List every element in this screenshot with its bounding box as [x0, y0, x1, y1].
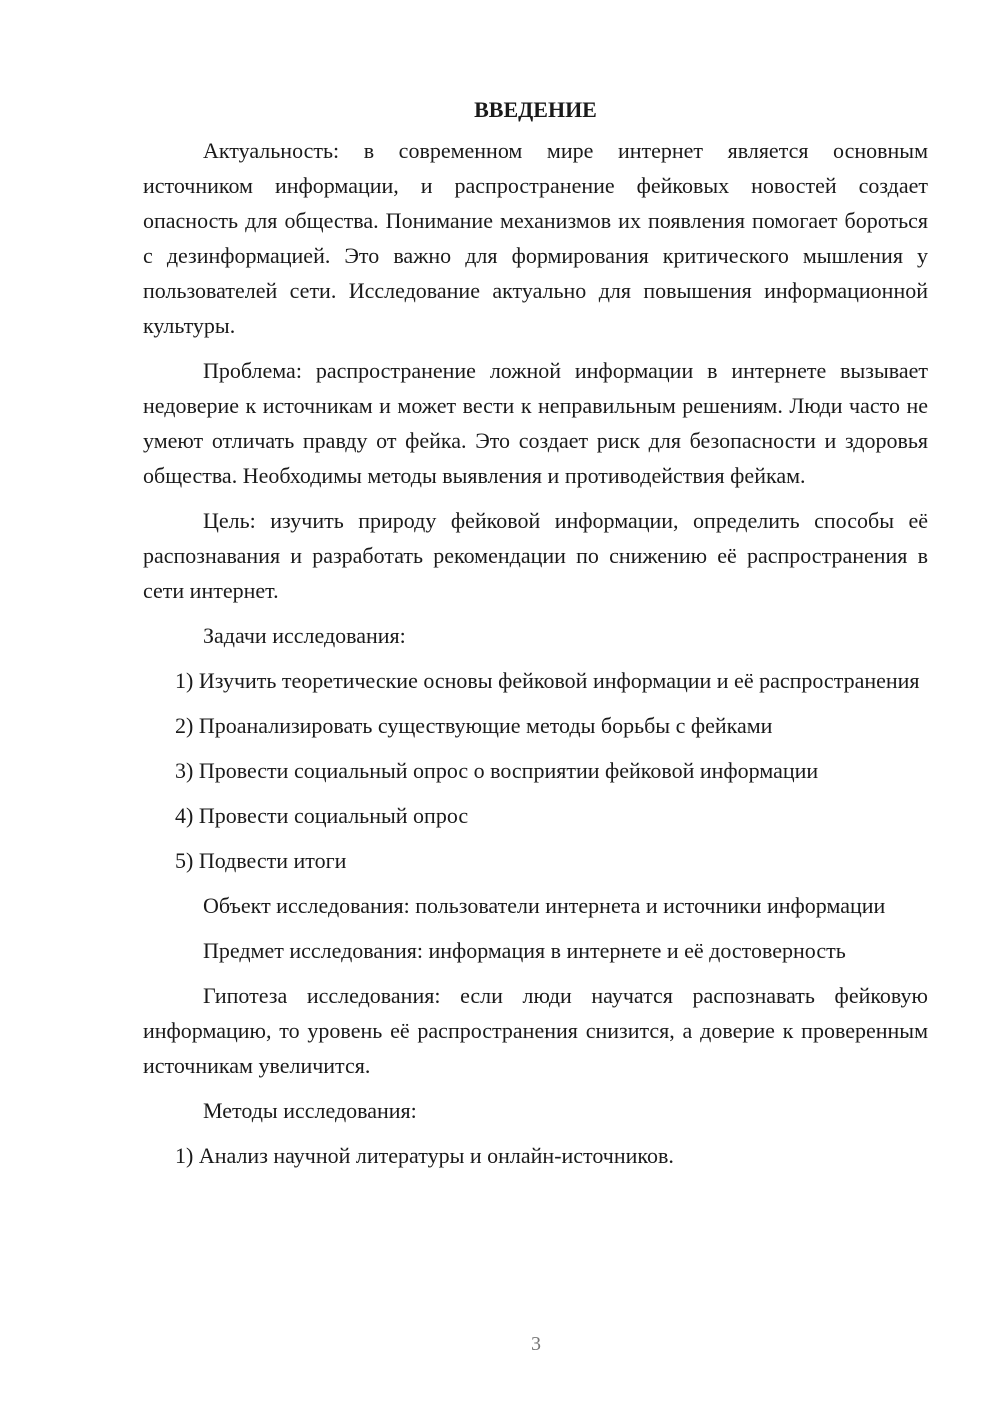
task-item-5: 5) Подвести итоги	[175, 848, 347, 873]
subject-paragraph: Предмет исследования: информация в интернете и её достоверность	[203, 938, 846, 963]
task-item-4: 4) Провести социальный опрос	[175, 803, 469, 828]
page-title: ВВЕДЕНИЕ	[474, 97, 597, 122]
methods-heading: Методы исследования:	[203, 1098, 417, 1123]
task-item-2: 2) Проанализировать существующие методы борьбы с фейками	[175, 713, 773, 738]
method-item-1: 1) Анализ научной литературы и онлайн-источников.	[175, 1143, 674, 1168]
goal-paragraph: Цель: изучить природу фейковой информации, определить способы её распознавания и разработать рекомендации по снижению её распространения в сети интернет.	[143, 508, 928, 603]
hypothesis-paragraph: Гипотеза исследования: если люди научатся распознавать фейковую информацию, то уровень её распространения снизится, а доверие к проверенным источникам увеличится.	[143, 983, 928, 1078]
tasks-heading: Задачи исследования:	[203, 623, 406, 648]
task-item-1: 1) Изучить теоретические основы фейковой информации и её распространения	[175, 668, 920, 693]
object-paragraph: Объект исследования: пользователи интернета и источники информации	[203, 893, 886, 918]
page-number: 3	[531, 1333, 541, 1355]
task-item-3: 3) Провести социальный опрос о восприятии фейковой информации	[175, 758, 819, 783]
problem-paragraph: Проблема: распространение ложной информации в интернете вызывает недоверие к источникам и может вести к неправильным решениям. Люди часто не умеют отличать правду от фейка. Это создает риск для безопасности и здоровья общества. Необходимы методы выявления и противодействия фейкам.	[143, 358, 928, 488]
page-content	[143, 92, 928, 1183]
relevance-paragraph: Актуальность: в современном мире интернет является основным источником информации, и распространение фейковых новостей создает опасность для общества. Понимание механизмов их появления помогает бороться с дезинформацией. Это важно для формирования критического мышления у пользователей сети. Исследование актуально для повышения информационной культуры.	[143, 138, 928, 338]
